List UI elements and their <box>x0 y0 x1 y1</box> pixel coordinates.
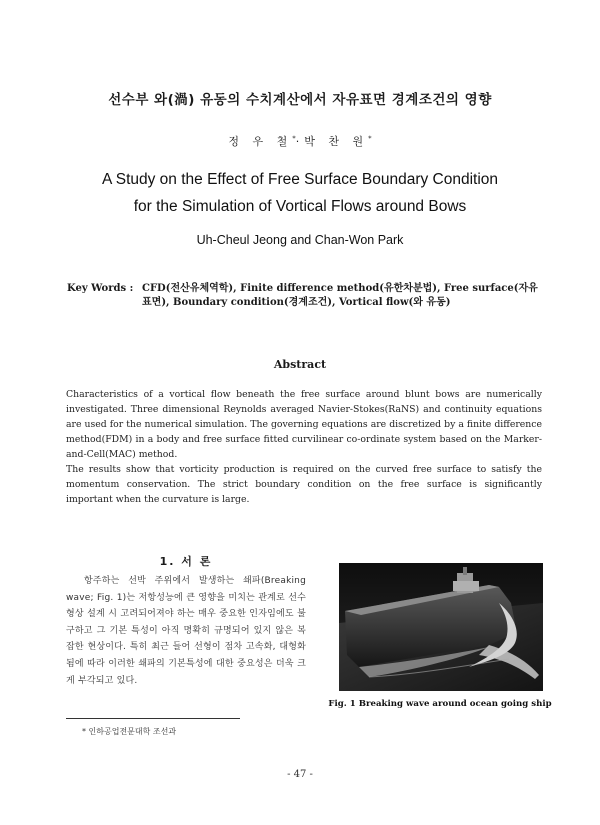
figure-caption: Fig. 1 Breaking wave around ocean going ship <box>328 699 552 709</box>
keywords-label: Key Words : <box>67 283 134 294</box>
abstract-body <box>66 387 542 507</box>
author-1-mark: * <box>292 134 296 143</box>
keywords-block <box>67 282 547 310</box>
ship-photo <box>339 563 543 691</box>
abstract-paragraph-2: The results show that vorticity production is required on the curved free surface to satisfy the momentum conservation. The strict boundary condition on the free surface is significantly important when the curvature is large. <box>66 464 542 505</box>
korean-author-1: 정 우 철 <box>228 135 293 148</box>
page-number: - 47 - <box>287 769 313 780</box>
author-separator: · <box>295 135 305 148</box>
abstract-paragraph-1: Characteristics of a vortical flow beneath the free surface around blunt bows are numerically investigated. Three dimensional Reynolds averaged Navier-Stokes(RaNS) and continuity equations are used for the numerical simulation. The governing equations are discretized by a finite difference method(FDM) in a body and free surface fitted curvilinear co-ordinate system based on the Marker-and-Cell(MAC) method. <box>66 389 542 460</box>
keywords-text: CFD(전산유체역학), Finite difference method(유한차분법), Free surface(자유표면), Boundary condition(경계조건), Vortical flow(와 유동) <box>142 283 538 308</box>
footnote-divider <box>66 718 240 719</box>
english-title <box>0 166 600 220</box>
korean-author-2: 박 찬 원 <box>304 135 369 148</box>
ship-photo-graphic <box>339 563 543 691</box>
introduction-text <box>66 573 306 689</box>
author-2-mark: * <box>368 134 372 143</box>
section-heading-introduction: 1. 서 론 <box>159 555 213 568</box>
korean-title: 선수부 와(渦) 유동의 수치계산에서 자유표면 경계조건의 영향 <box>108 92 492 108</box>
english-title-line-2: for the Simulation of Vortical Flows around Bows <box>133 198 467 215</box>
english-authors: Uh-Cheul Jeong and Chan-Won Park <box>196 233 404 247</box>
introduction-paragraph: 항주하는 선박 주위에서 발생하는 쇄파(Breaking wave; Fig. 1)는 저항성능에 큰 영향을 미치는 관계로 선수형상 설계 시 고려되어져야 하는 매우 중요한 인자임에도 불구하고 그 기본 특성이 아직 명확히 규명되어 있지 않은 복잡한 현상이다. 특히 최근 들어 선형이 점차 고속화, 대형화됨에 따라 이러한 쇄파의 기본특성에 대한 중요성은 더욱 크게 부각되고 있다. <box>66 576 306 686</box>
korean-authors <box>0 133 600 149</box>
english-title-line-1: A Study on the Effect of Free Surface Boundary Condition <box>101 171 499 188</box>
footnote: * 인하공업전문대학 조선과 <box>82 727 177 736</box>
abstract-heading: Abstract <box>273 358 327 371</box>
